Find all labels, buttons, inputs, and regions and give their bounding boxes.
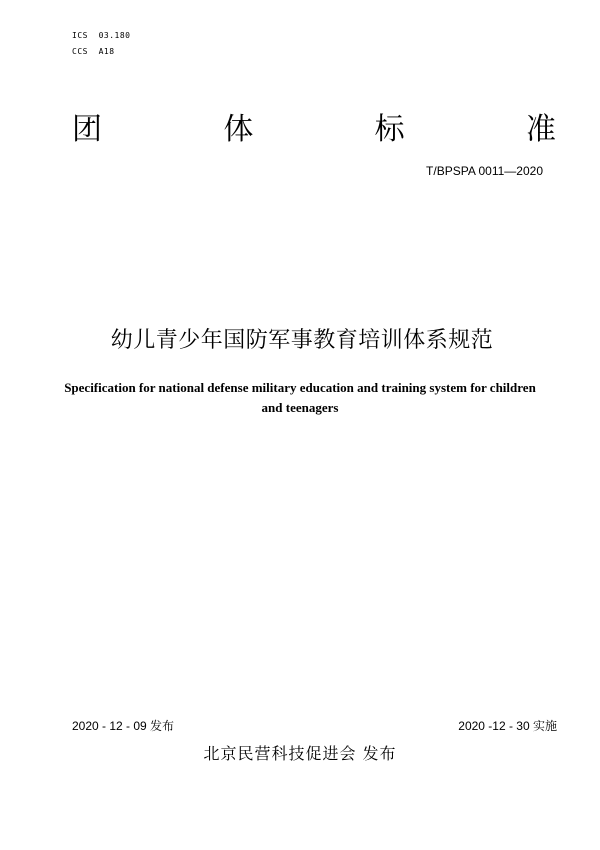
document-title-english: Specification for national defense military education and training system for children and teenagers (64, 380, 536, 415)
ics-code: ICS 03.180 (72, 31, 131, 40)
classification-codes (72, 28, 130, 60)
implementation-date: 2020 -12 - 30 实施 (458, 719, 557, 733)
document-title-chinese: 幼儿青少年国防军事教育培训体系规范 (110, 328, 494, 353)
standard-type-char: 团 (72, 112, 102, 147)
release-date: 2020 - 12 - 09 发布 (72, 719, 175, 733)
publisher: 北京民营科技促进会 发布 (203, 744, 397, 763)
standard-type-char: 体 (223, 112, 254, 147)
standard-type-char: 准 (525, 112, 556, 147)
standard-number: T/BPSPA 0011—2020 (426, 164, 543, 178)
standard-type-heading (72, 112, 556, 148)
ccs-code: CCS A18 (72, 47, 115, 56)
standard-type-char: 标 (374, 112, 405, 147)
